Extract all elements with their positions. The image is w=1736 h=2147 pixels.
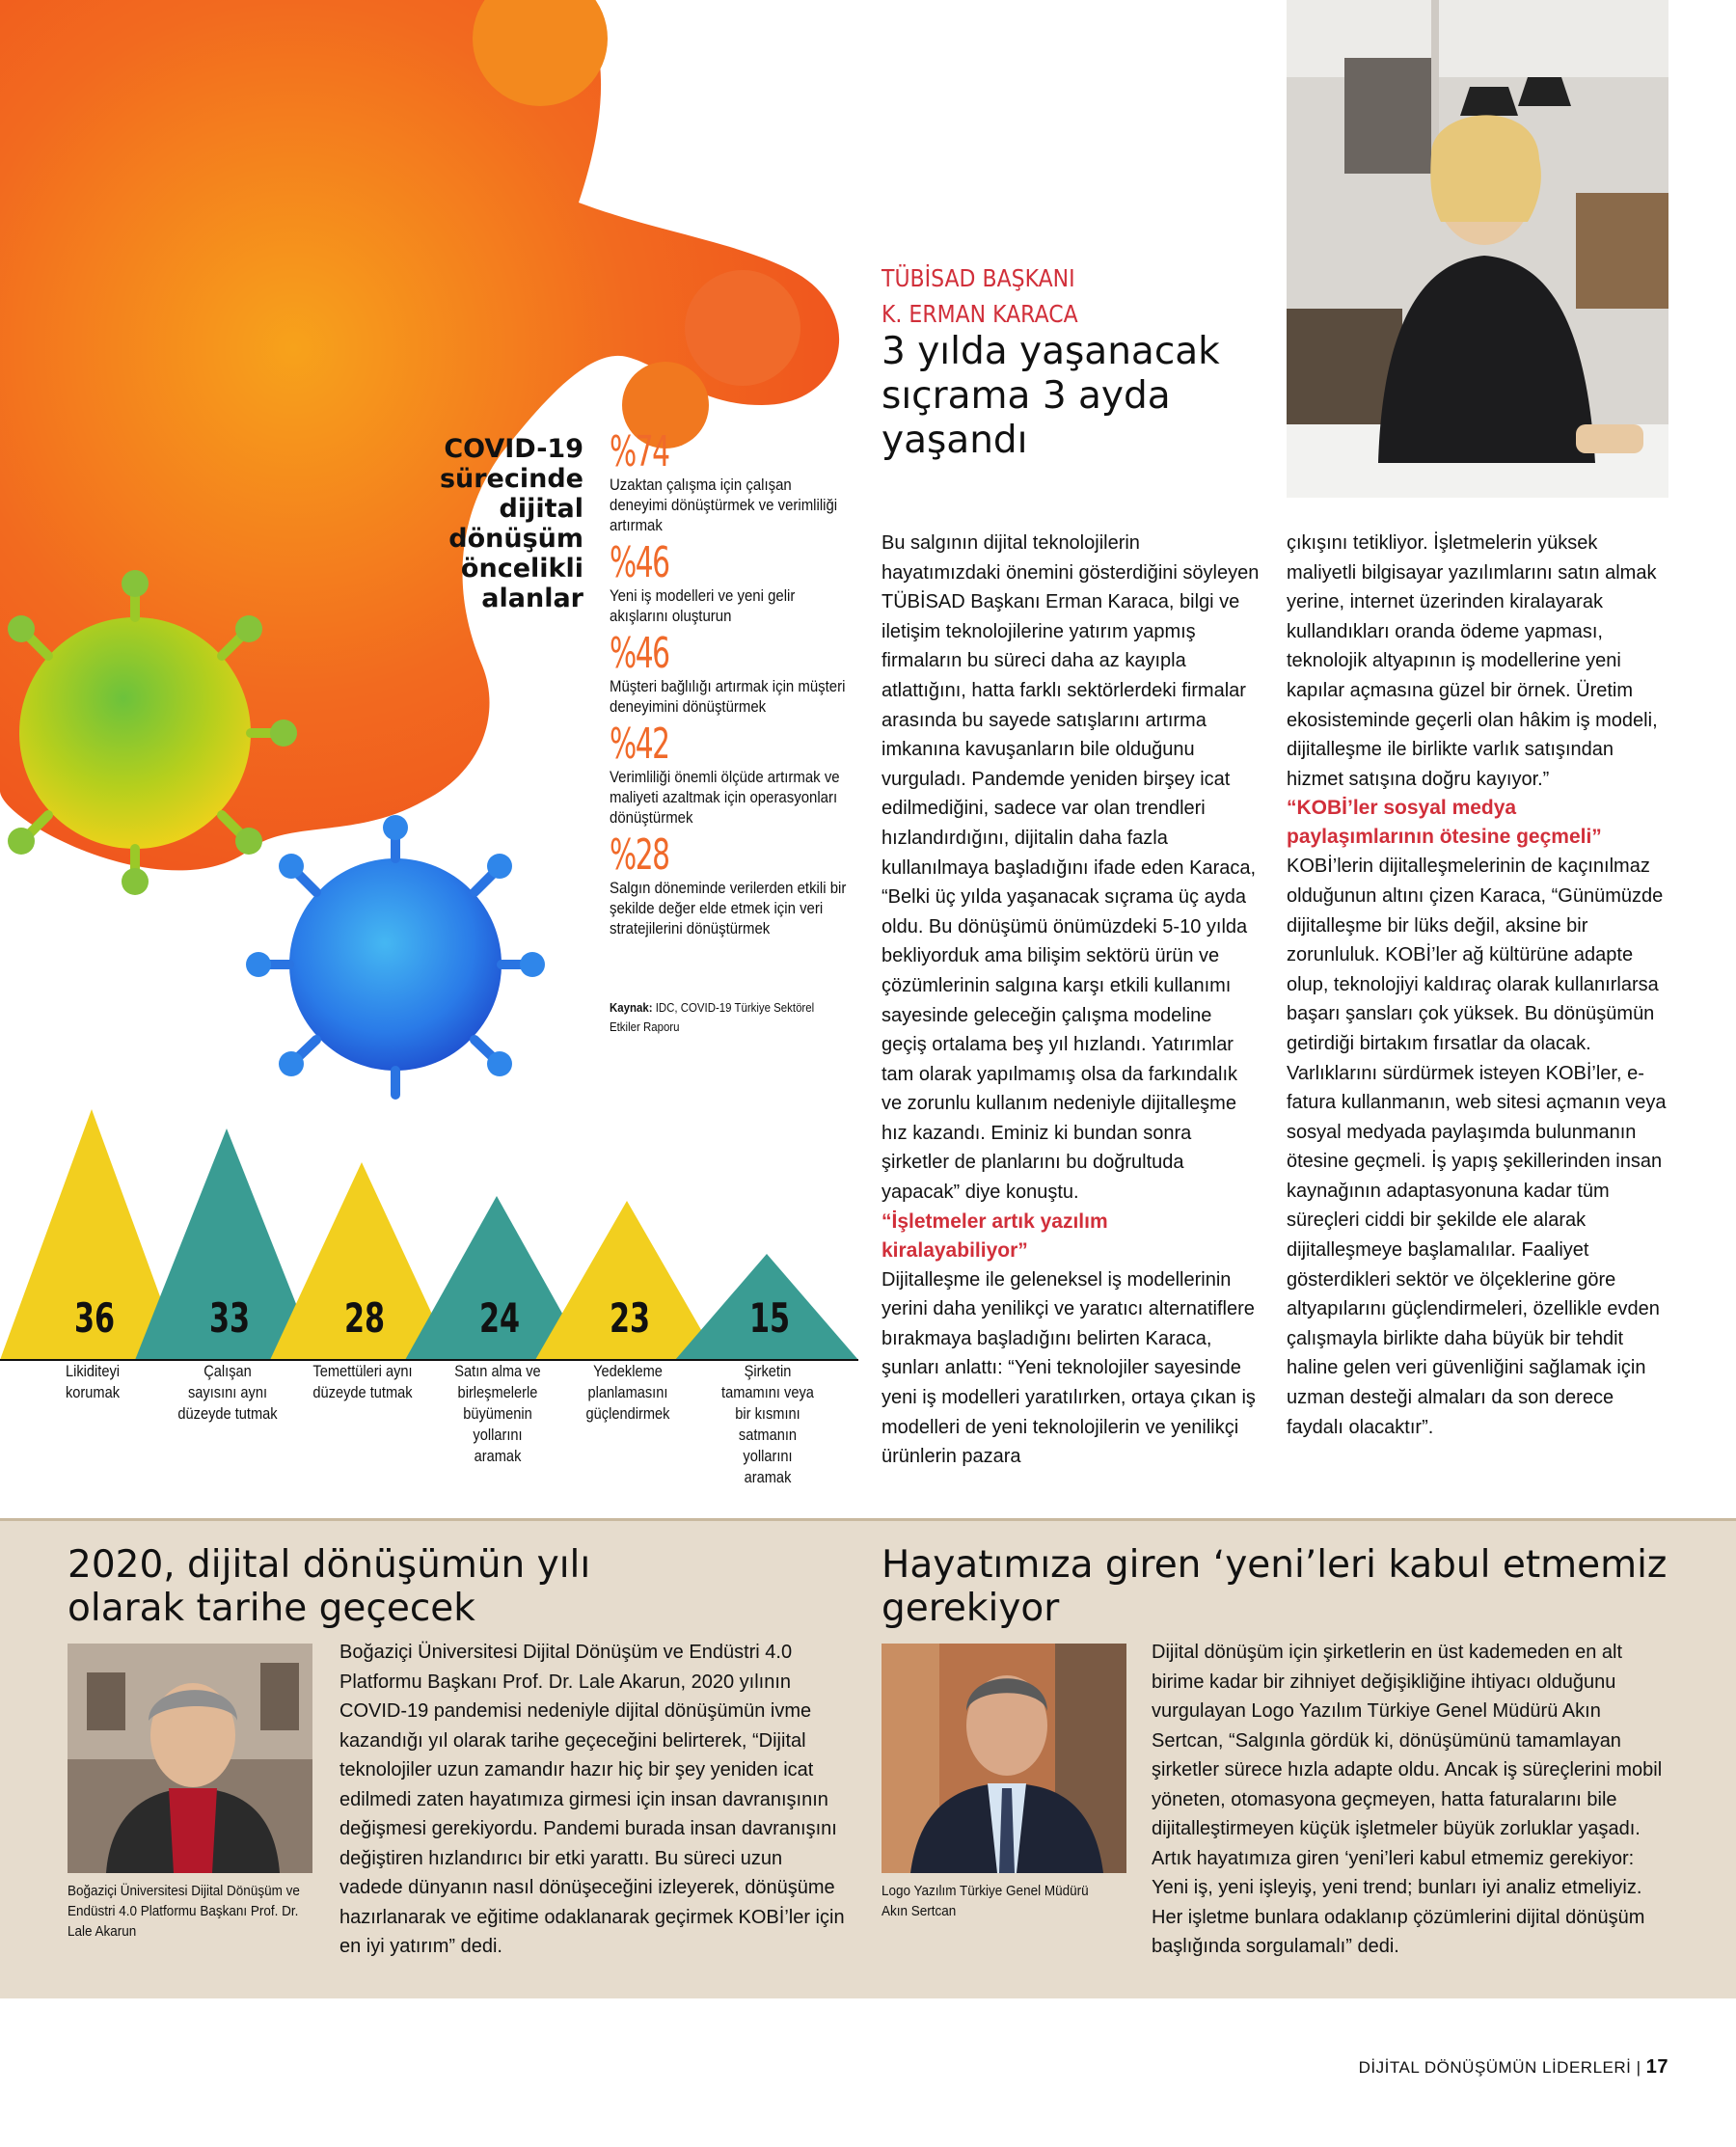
portrait-photo xyxy=(1287,0,1668,498)
stat-list xyxy=(610,427,851,944)
akarun-photo xyxy=(68,1644,312,1873)
sertcan-caption: Logo Yazılım Türkiye Genel Müdürü Akın Sertcan xyxy=(882,1883,1089,1919)
source-note xyxy=(610,998,830,1037)
article-subheading: “İşletmeler artık yazılım kiralayabiliyor” xyxy=(882,1209,1108,1262)
source-text: IDC, COVID-19 Türkiye Sektörel Etkiler Raporu xyxy=(610,1000,815,1034)
triangle-value: 33 xyxy=(208,1294,251,1342)
section-text-left: Boğaziçi Üniversitesi Dijital Dönüşüm ve Endüstri 4.0 Platformu Başkanı Prof. Dr. Lale Akarun, 2020 yılının COVID-19 pandemisi nedeniyle dijital dönüşümün ivme kazandığı yıl olarak tarihe geçeceğini belirterek, “Dijital teknolojiler uzun zamandır hazır hiç bir şey yeniden icat edilmedi zaten hayatımıza girmesi için insan davranışının değişmesi gerekiyordu. Pandemi burada insan davranışını değiştiren hızlandırıcı bir etki yarattı. Bu süreci uzun vadede dünyanın nasıl dönüşeceğini izleyerek, dönüşüme hazırlanarak ve eğitime odaklanarak geçirmek KOBİ’ler için en iyi yatırım” dedi. xyxy=(339,1642,845,1957)
footer-separator: | xyxy=(1636,2058,1641,2077)
infographic-title-line: dijital xyxy=(499,494,583,524)
band-divider xyxy=(0,1518,1736,1521)
article-headline: 3 yılda yaşanacak sıçrama 3 ayda yaşandı xyxy=(882,330,1220,462)
section-headline-right: Hayatımıza giren ‘yeni’leri kabul etmemiz gerekiyor xyxy=(882,1543,1668,1630)
kicker-line-1: TÜBİSAD BAŞKANI xyxy=(882,264,1075,292)
triangle-label: Çalışan sayısını aynı düzeyde tutmak xyxy=(177,1362,278,1423)
footer-label: DİJİTAL DÖNÜŞÜMÜN LİDERLERİ xyxy=(1358,2058,1632,2077)
triangle-value: 28 xyxy=(343,1294,386,1342)
article-column-1 xyxy=(882,529,1260,1472)
akarun-caption: Boğaziçi Üniversitesi Dijital Dönüşüm ve Endüstri 4.0 Platformu Başkanı Prof. Dr. Lale Akarun xyxy=(68,1883,300,1940)
infographic-title-line: sürecinde xyxy=(439,464,583,494)
page-number: 17 xyxy=(1645,2056,1668,2078)
stat-percent: %28 xyxy=(610,830,669,880)
triangle-label: Likiditeyi korumak xyxy=(65,1362,121,1401)
triangle-label: Temettüleri aynı düzeyde tutmak xyxy=(312,1362,413,1401)
stat-item xyxy=(610,427,851,535)
stat-percent: %42 xyxy=(610,720,669,769)
page-footer xyxy=(1359,2056,1668,2079)
article-paragraph: Dijitalleşme ile geleneksel iş modellerinin yerini daha yenilikçi ve yaratıcı alternatiflere bırakmaya başladığını belirten Karaca, şunları anlattı: “Yeni teknolojiler sayesinde yeni iş modelleri yaratılırken, ortaya çıkan iş modelleri de yeni teknolojilerin ve yenilikçi ürünlerin pazara xyxy=(882,1268,1256,1468)
article-subheading: “KOBİ’ler sosyal medya paylaşımlarının ötesine geçmeli” xyxy=(1287,797,1602,849)
article-kicker xyxy=(882,260,1078,332)
stat-item xyxy=(610,830,851,938)
article-paragraph: KOBİ’lerin dijitalleşmelerinin de kaçınılmaz olduğunun altını çizen Karaca, “Günümüzde dijitalleşme bir lüks değil, aksine bir zorunluluk. KOBİ’ler ağ kültürüne adapte olup, teknolojiyi kaldıraç olarak kullanırlarsa başarı şansları çok yüksek. Bu dönüşümün getirdiği birtakım fırsatlar da olacak. Varlıklarını sürdürmek isteyen KOBİ’ler, e-fatura kullanmanın, web sitesi açmanın veya sosyal medyada paylaşımda bulunmanın ötesine geçmeli. İş yapış şekillerinden insan kaynağının adaptasyonuna kadar tüm süreçleri ciddi bir şekilde ele alarak dijitalleşmeye başlamalılar. Faaliyet gösterdikleri sektör ve ölçeklerine göre altyapılarını güçlendirmeleri, özellikle evden çalışmayla birlikte daha büyük bir tehdit haline gelen veri güvenliğini sağlamak için uzman desteği almaları da son derece faydalı olacaktır”. xyxy=(1287,856,1667,1438)
triangle-value: 36 xyxy=(73,1294,116,1342)
infographic-title xyxy=(386,434,583,613)
infographic-title-line: alanlar xyxy=(481,584,583,613)
stat-item xyxy=(610,722,851,828)
triangle-value: 23 xyxy=(609,1294,651,1342)
triangle-label: Satın alma ve birleşmelerle büyümenin yollarını aramak xyxy=(454,1362,541,1465)
triangle-label: Şirketin tamamını veya bir kısmını satmanın yollarını aramak xyxy=(721,1362,814,1486)
source-label: Kaynak: xyxy=(610,1000,653,1015)
stat-percent: %46 xyxy=(610,629,669,678)
section-text-right: Dijital dönüşüm için şirketlerin en üst kademeden en alt birime kadar bir zihniyet değişikliğine ihtiyacı olduğunu vurgulayan Logo Yazılım Türkiye Genel Müdürü Akın Sertcan, “Salgınla gördük ki, dönüşümünü tamamlayan şirketler sürece hızla adapte oldu. Ancak iş süreçlerini mobil yöneten, otomasyona geçmeyen, hatta faturalarını bile dijitalleştirmeyen küçük işletmeler büyük zorluklar yaşadı. Artık hayatımıza giren ‘yeni’leri kabul etmemiz gerekiyor: Yeni iş, yeni işleyiş, yeni trend; bunları iyi analiz etmeliyiz. Her işletme bunlara odaklanıp çözümlerini dijital dönüşüm başlığında sorgulamalı” dedi. xyxy=(1152,1642,1663,1957)
stat-item xyxy=(610,538,851,626)
stat-description: Yeni iş modelleri ve yeni gelir akışlarını oluşturun xyxy=(610,586,796,625)
stat-percent: %74 xyxy=(610,427,669,476)
stat-description: Müşteri bağlılığı artırmak için müşteri deneyimini dönüştürmek xyxy=(610,677,846,716)
stat-description: Uzaktan çalışma için çalışan deneyimi dönüştürmek ve verimliliği artırmak xyxy=(610,476,838,534)
infographic-title-line: COVID-19 xyxy=(444,434,583,464)
sertcan-photo xyxy=(882,1644,1126,1873)
triangle-value: 15 xyxy=(748,1294,791,1342)
article-column-2 xyxy=(1287,529,1668,1442)
triangle-value: 24 xyxy=(478,1294,521,1342)
infographic-title-line: öncelikli xyxy=(460,554,583,584)
stat-description: Verimliliği önemli ölçüde artırmak ve maliyeti azaltmak için operasyonları dönüştürmek xyxy=(610,768,840,827)
triangle-label: Yedekleme planlamasını güçlendirmek xyxy=(585,1362,670,1423)
blue-virus-icon xyxy=(246,815,545,1095)
infographic-title-line: dönüşüm xyxy=(448,524,583,554)
stat-percent: %46 xyxy=(610,538,669,587)
stat-description: Salgın döneminde verilerden etkili bir şekilde değer elde etmek için veri stratejilerini dönüştürmek xyxy=(610,879,847,938)
article-paragraph: Bu salgının dijital teknolojilerin hayatımızdaki önemini gösterdiğini söyleyen TÜBİSAD Başkanı Erman Karaca, bilgi ve iletişim teknolojilerine yatırım yapmış firmaların bu süreci daha az kayıpla atlattığını, hatta farklı sektörlerdeki firmalar arasında bu sayede satışlarını artırma imkanına kavuşanların bile olduğunu vurguladı. Pandemde yeniden birşey icat edilmediğini, sadece var olan trendleri hızlandırdığını, dijitalin daha fazla kullanılmaya başladığını ifade eden Karaca, “Belki üç yılda yaşanacak sıçrama üç ayda oldu. Bu dönüşümü önümüzdeki 5-10 yılda bekliyorduk ama bilişim sektörü ürün ve çözümlerinin salgına karşı etkili kullanımı sayesinde geleceğin çalışma modeline geçiş ortalama beş yıl hızlandı. Yatırımlar tam olarak yapılmamış olsa da farkındalık ve zorunlu kullanım nedeniyle dijitalleşme hız kazandı. Eminiz ki bundan sonra şirketler de planlarını bu doğrultuda yapacak” diye konuştu. xyxy=(882,532,1260,1204)
article-paragraph: çıkışını tetikliyor. İşletmelerin yüksek maliyetli bilgisayar yazılımlarını satın almak yerine, internet üzerinden kiralayarak kullandıkları oranda ödeme yapması, teknolojik altyapının iş modellerine yeni kapılar açmasına güzel bir örnek. Üretim ekosisteminde geçerli olan hâkim iş modeli, dijitalleşme ile birlikte varlık satışından hizmet satışına doğru kayıyor.” xyxy=(1287,532,1658,790)
stat-item xyxy=(610,629,851,717)
kicker-line-2: K. ERMAN KARACA xyxy=(882,300,1078,328)
section-headline-left: 2020, dijital dönüşümün yılı olarak tarihe geçecek xyxy=(68,1543,591,1630)
